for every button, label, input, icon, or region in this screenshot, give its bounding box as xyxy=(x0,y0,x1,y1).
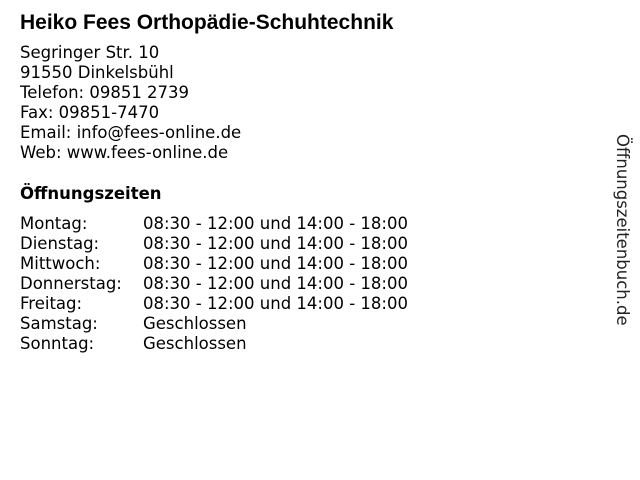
day-hours: 08:30 - 12:00 und 14:00 - 18:00 xyxy=(143,294,408,313)
day-hours: Geschlossen xyxy=(143,314,247,333)
phone-number: Telefon: 09851 2739 xyxy=(20,83,190,102)
day-hours: 08:30 - 12:00 und 14:00 - 18:00 xyxy=(143,214,408,233)
day-label: Mittwoch: xyxy=(20,254,101,273)
day-hours: 08:30 - 12:00 und 14:00 - 18:00 xyxy=(143,254,408,273)
city-address: 91550 Dinkelsbühl xyxy=(20,63,174,82)
email-address: Email: info@fees-online.de xyxy=(20,123,242,142)
business-name: Heiko Fees Orthopädie-Schuhtechnik xyxy=(20,11,394,34)
street-address: Segringer Str. 10 xyxy=(20,43,160,62)
contact-block xyxy=(20,43,241,163)
day-hours: Geschlossen xyxy=(143,334,247,353)
day-label: Freitag: xyxy=(20,294,83,313)
source-watermark: Öffnungszeitenbuch.de xyxy=(613,134,632,326)
day-label: Donnerstag: xyxy=(20,274,122,293)
day-hours: 08:30 - 12:00 und 14:00 - 18:00 xyxy=(143,234,408,253)
day-hours: 08:30 - 12:00 und 14:00 - 18:00 xyxy=(143,274,408,293)
day-label: Dienstag: xyxy=(20,234,100,253)
day-label: Sonntag: xyxy=(20,334,95,353)
day-label: Montag: xyxy=(20,214,88,233)
website-address: Web: www.fees-online.de xyxy=(20,143,229,162)
opening-hours-heading: Öffnungszeiten xyxy=(20,184,162,203)
day-label: Samstag: xyxy=(20,314,98,333)
fax-number: Fax: 09851-7470 xyxy=(20,103,160,122)
